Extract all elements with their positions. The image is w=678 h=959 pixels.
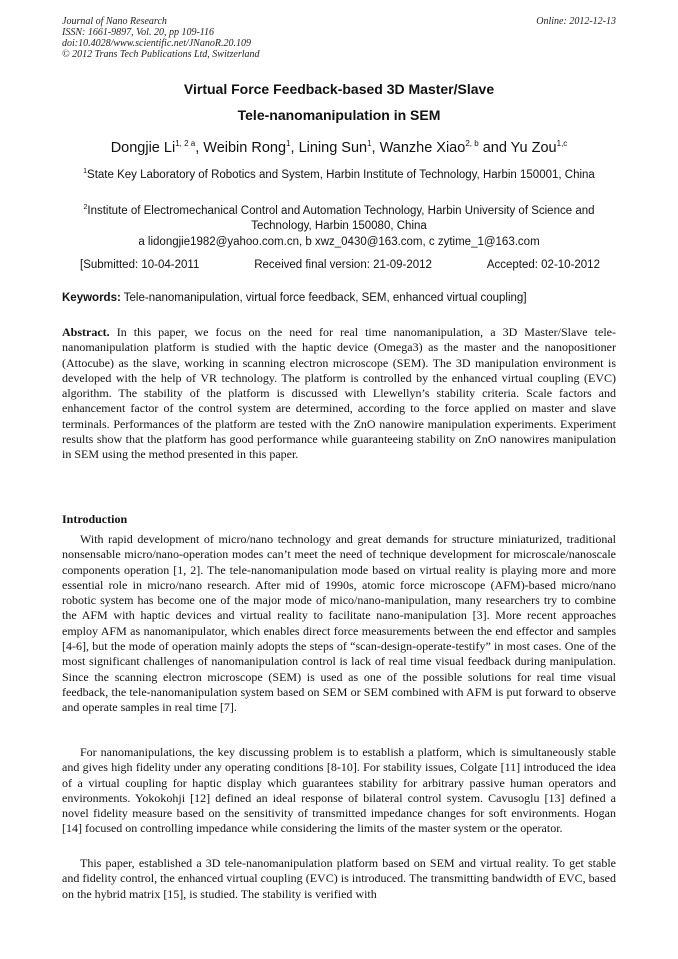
affiliation-mark: 2	[83, 204, 88, 211]
abstract-label: Abstract.	[62, 325, 110, 339]
author-affiliation-mark: 1	[286, 139, 291, 148]
intro-paragraph-2: For nanomanipulations, the key discussing problem is to establish a platform, which is simultaneously stable and gives high fidelity under any operating conditions [8-10]. For stability issues, Colgate [11] introduced the idea of a virtual coupling for haptic display which guarantees stability for arbitrary passive human operators and environments. Yokokohji [12] defined an ideal response of bilateral control system. Cavusoglu [13] defined a novel fidelity measure based on the sensitivity of transmitted impedance changes for soft environments. Hogan [14] focused on controlling impedance while considering the limits of the master system or the operator.	[62, 745, 616, 836]
affiliation-1	[62, 164, 616, 183]
journal-name: Journal of Nano Research	[62, 16, 167, 27]
keywords	[62, 292, 622, 304]
journal-copyright: © 2012 Trans Tech Publications Ltd, Switzerland	[62, 49, 260, 60]
affiliation-text: State Key Laboratory of Robotics and System, Harbin Institute of Technology, Harbin 150001, China	[87, 168, 595, 181]
author-affiliation-mark: 1	[367, 139, 372, 148]
author-emails: a lidongjie1982@yahoo.com.cn, b xwz_0430@163.com, c zytime_1@163.com	[138, 236, 540, 248]
section-heading-introduction: Introduction	[62, 512, 128, 526]
author-name: Lining Sun	[298, 139, 368, 156]
intro-paragraph-3: This paper, established a 3D tele-nanomanipulation platform based on SEM and virtual reality. To get stable and fidelity control, the enhanced virtual coupling (EVC) is introduced. The transmitting bandwidth of EVC, based on the hybrid matrix [15], is studied. The stability is verified with	[62, 856, 616, 901]
keywords-label: Keywords:	[62, 292, 121, 304]
affiliation-mark: 1	[83, 168, 88, 175]
author-affiliation-mark: 2, b	[465, 139, 479, 148]
keywords-text: Tele-nanomanipulation, virtual force feedback, SEM, enhanced virtual coupling]	[120, 292, 527, 304]
paper-title-line-2: Tele-nanomanipulation in SEM	[237, 107, 441, 123]
author-name: Dongjie Li	[110, 139, 176, 156]
journal-doi: doi:10.4028/www.scientific.net/JNanoR.20.109	[62, 38, 251, 49]
author-name: Weibin Rong	[203, 139, 287, 156]
intro-paragraph-1: With rapid development of micro/nano technology and great demands for structure miniaturized, traditional nonsensable micro/nano-operation modes can’t meet the need of technique development for microscale/nanoscale components operation [1, 2]. The tele-nanomanipulation mode based on virtual reality is playing more and more essential role in micro/nano research. After mid of 1990s, atomic force microscope (AFM)-based micro/nano robotic system has become one of the major mode of mico/nano-manipulation, many researchers try to combine the AFM with haptic devices and virtual reality to facilitate nano-manipulation [3]. More recent approaches employ AFM as nanomanipulator, which enables direct force measurements between the end effector and samples [4-6], but the mode of operation mainly adopts the steps of “scan-design-operate-testify” in most cases. One of the most significant challenges of nanomanipulation control is lack of real time visual feedback during manipulation. Since the scanning electron microscope (SEM) is used as one of the possible solutions for real time visual feedback, the tele-nanomanipulation system based on SEM or SEM combined with AFM is put forward to observe and operate samples in real time [7].	[62, 532, 616, 715]
abstract-text: In this paper, we focus on the need for real time nanomanipulation, a 3D Master/Slave tele-nanomanipulation platform is studied with the haptic device (Omega3) as the master and the nanopositioner (Attocube) as the slave, working in scanning electron microscope (SEM). The 3D manipulation environment is developed with the help of VR technology. The platform is controlled by the enhanced virtual coupling (EVC) algorithm. The stability of the platform is discussed with Llewellyn’s stability criteria. Scale factors and enhancement factor of the control system are determined, according to the force applied on master and slave terminals. Performances of the platform are tested with the ZnO nanowire manipulation experiments. Experiment results show that the platform has good performance while guaranteeing stability on ZnO nanowires manipulation in SEM using the method presented in this paper.	[62, 325, 616, 462]
author-name: Wanzhe Xiao	[379, 139, 466, 156]
online-date: Online: 2012-12-13	[536, 16, 616, 27]
submission-dates	[80, 259, 600, 271]
submitted-date: [Submitted: 10-04-2011	[80, 259, 200, 271]
author-affiliation-mark: 1, 2 a	[175, 139, 196, 148]
author-affiliation-mark: 1,c	[556, 139, 568, 148]
journal-header	[62, 16, 616, 60]
author-name: Yu Zou	[510, 139, 557, 156]
author-list: Dongjie $Li^{1, 2 a}$, Weibin Rong$^1$, Lining Sun$^1$, Wanzhe Xiao$^{2, b}$ and Yu Zou$^{1,c}$	[110, 139, 568, 156]
paper-title-line-1: Virtual Force Feedback-based 3D Master/Slave	[183, 81, 495, 97]
accepted-date: Accepted: 02-10-2012	[486, 259, 600, 271]
abstract	[62, 325, 616, 463]
affiliation-2	[62, 200, 616, 234]
received-date: Received final version: 21-09-2012	[254, 259, 432, 271]
affiliation-text: Institute of Electromechanical Control and Automation Technology, Harbin University of Science and Technology, Harbin 150080, China	[87, 204, 595, 232]
journal-issn: ISSN: 1661-9897, Vol. 20, pp 109-116	[62, 27, 215, 38]
